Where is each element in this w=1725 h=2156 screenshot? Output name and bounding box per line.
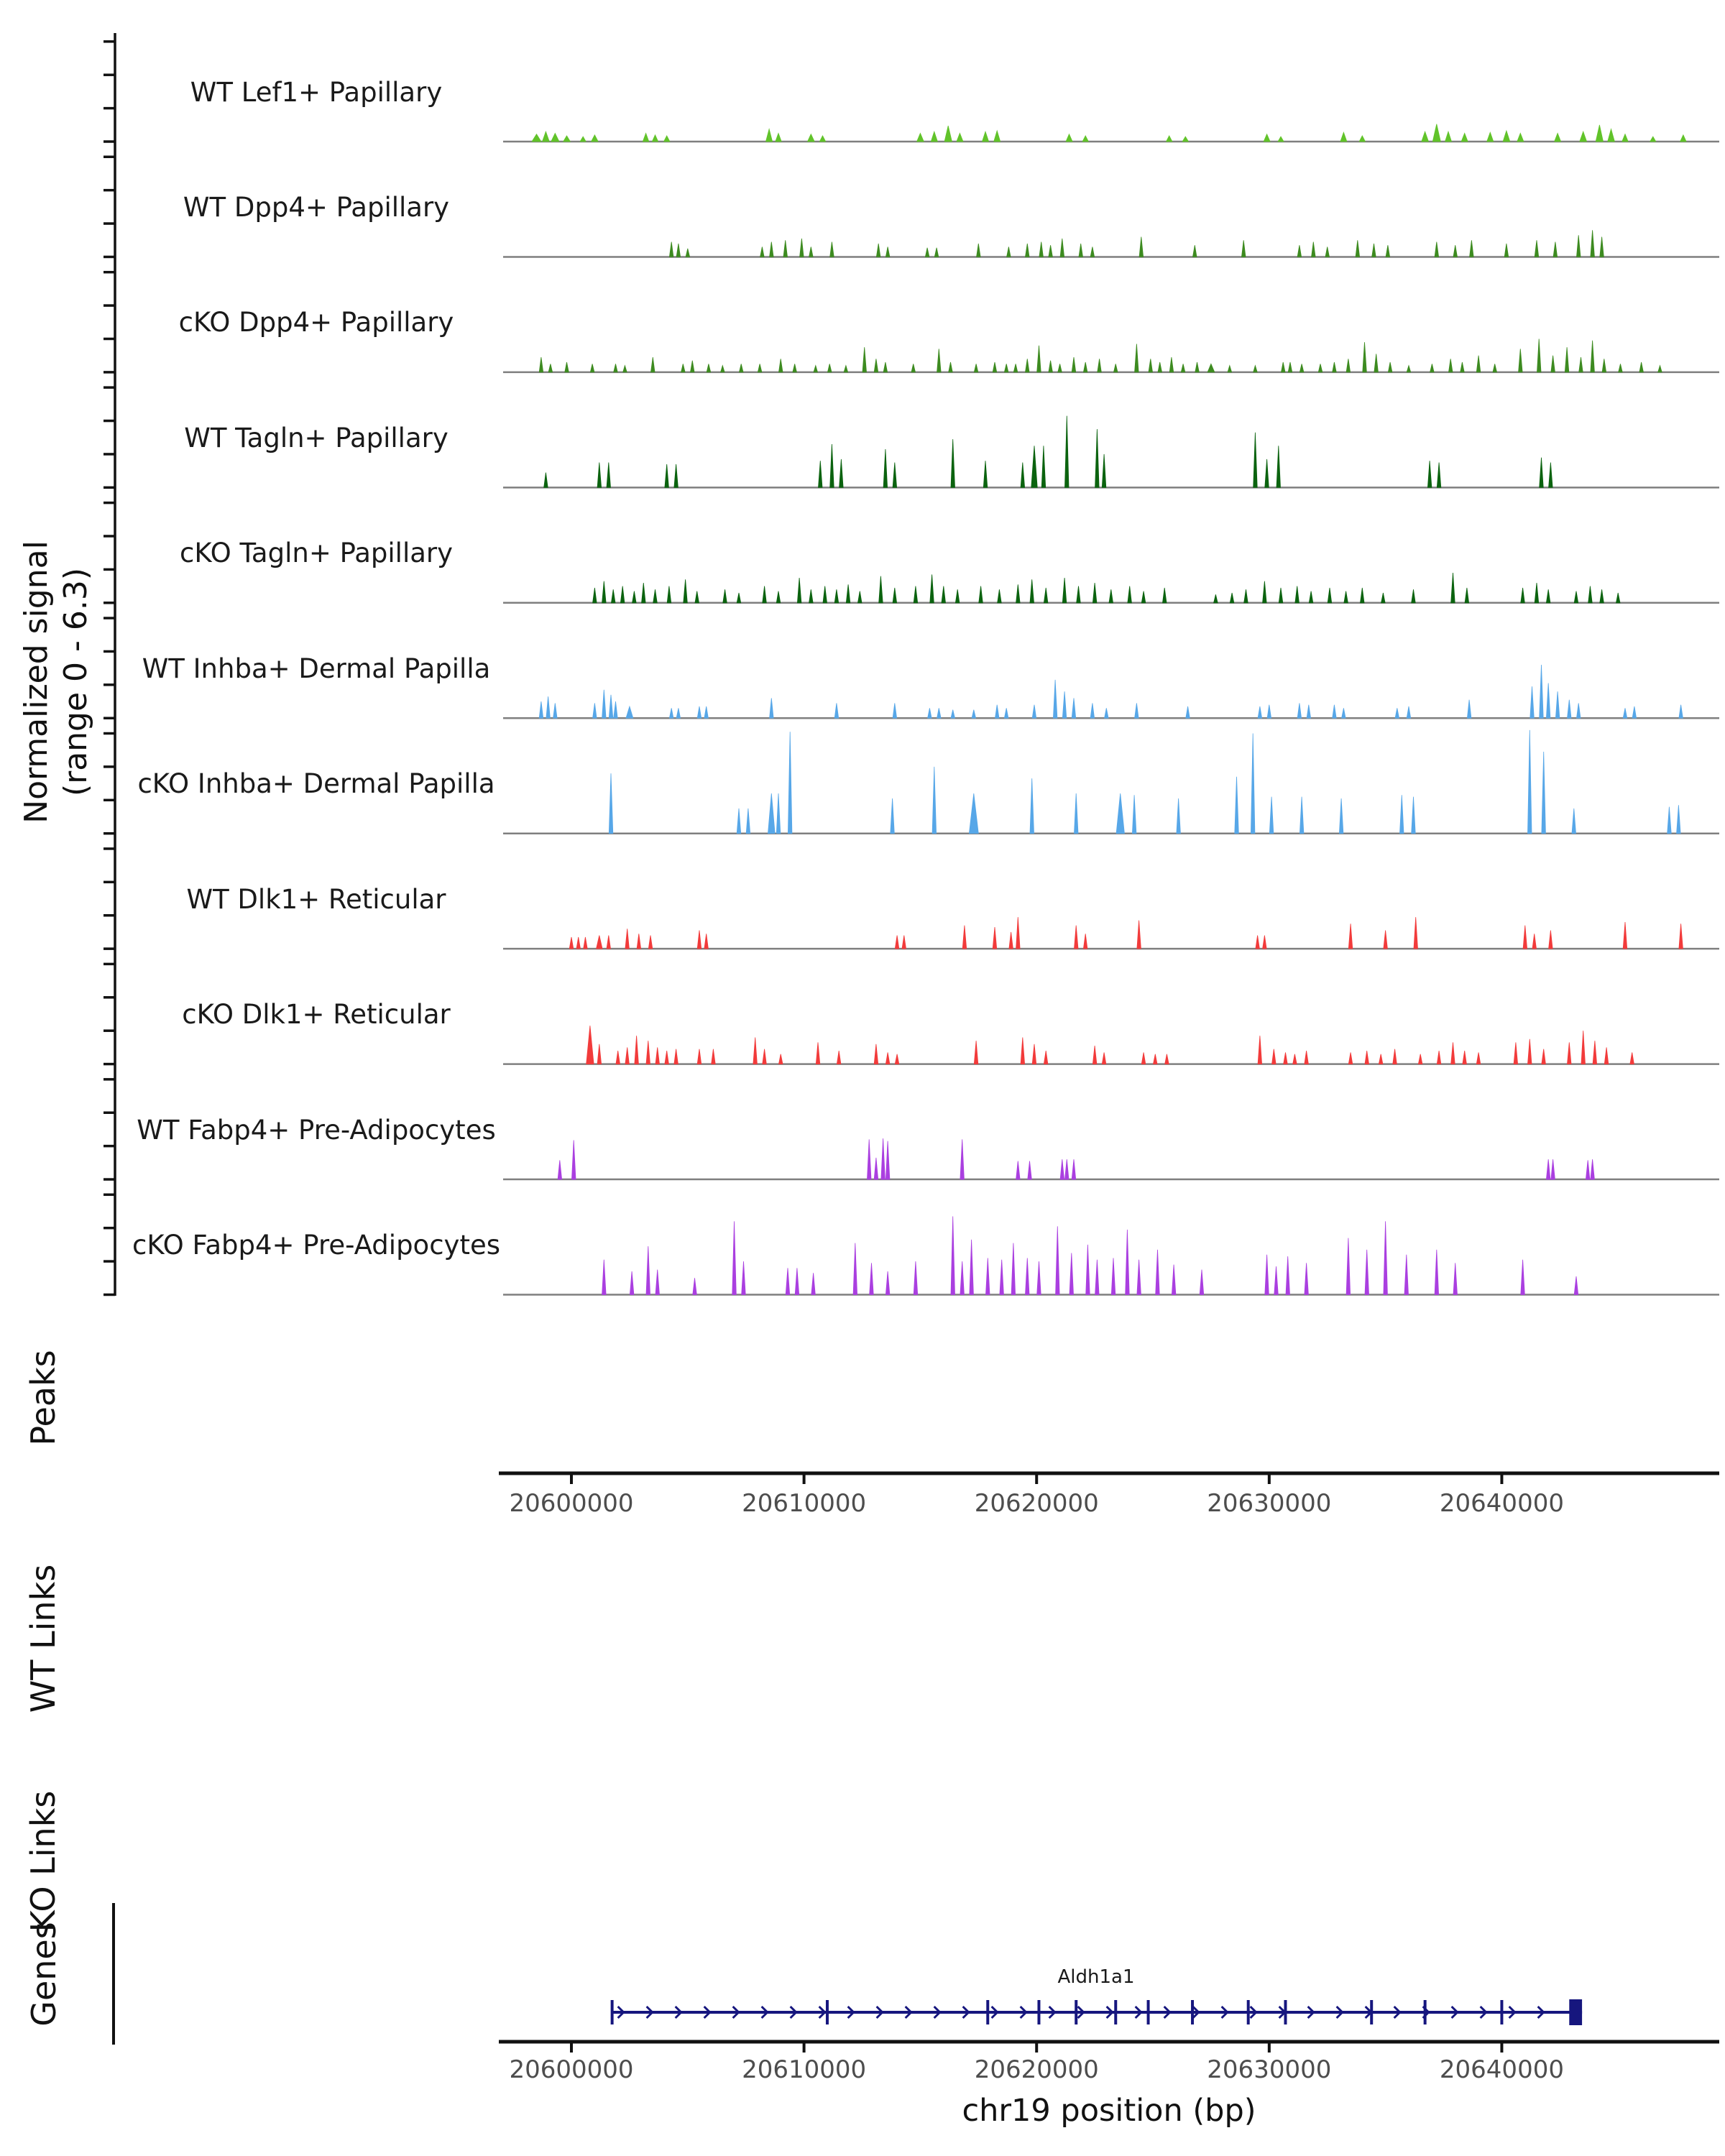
section-label-peaks: Peaks (24, 1350, 63, 1446)
track-label-0: WT Lef1+ Papillary (190, 76, 443, 108)
track-label-7: WT Dlk1+ Reticular (186, 883, 446, 915)
track-label-8: cKO Dlk1+ Reticular (182, 999, 451, 1031)
genome-tick-label-2: 20620000 (974, 2055, 1099, 2084)
genome-tick-label-3: 20630000 (1207, 2055, 1332, 2084)
signal-area-8 (586, 1026, 1634, 1064)
genome-tick-label-1: 20610000 (742, 2055, 867, 2084)
track-label-6: cKO Inhba+ Dermal Papilla (137, 768, 495, 800)
genome-tick-label-0: 20600000 (509, 2055, 634, 2084)
peaks-axis-tick-labels (0, 1489, 1725, 1525)
signal-area-10 (602, 1217, 1578, 1295)
y-axis-label-line2: (range 0 - 6.3) (58, 567, 94, 797)
peaks-tick-label-4: 20640000 (1439, 1489, 1564, 1518)
gene-name-label: Aldh1a1 (1057, 1966, 1135, 1988)
signal-area-0 (532, 124, 1686, 142)
track-label-3: WT Tagln+ Papillary (184, 422, 448, 453)
signal-area-5 (539, 665, 1683, 718)
peaks-tick-label-3: 20630000 (1207, 1489, 1332, 1518)
signal-area-4 (593, 573, 1620, 603)
peaks-tick-label-1: 20610000 (742, 1489, 867, 1518)
track-label-9: WT Fabp4+ Pre-Adipocytes (137, 1114, 496, 1146)
track-label-1: WT Dpp4+ Papillary (183, 191, 450, 223)
track-label-4: cKO Tagln+ Papillary (179, 538, 454, 569)
signal-area-1 (669, 230, 1604, 257)
peaks-tick-label-2: 20620000 (974, 1489, 1099, 1518)
section-label-ko-links: KO Links (24, 1790, 63, 1932)
signal-area-7 (569, 917, 1683, 949)
signal-area-6 (609, 730, 1680, 834)
signal-area-3 (544, 416, 1552, 488)
genome-axis-tick-labels (0, 2055, 1725, 2091)
track-label-2: cKO Dpp4+ Papillary (178, 307, 454, 338)
signal-area-2 (539, 339, 1662, 372)
x-axis-title: chr19 position (bp) (962, 2093, 1256, 2129)
track-label-5: WT Inhba+ Dermal Papilla (142, 653, 491, 684)
track-label-10: cKO Fabp4+ Pre-Adipocytes (132, 1230, 500, 1261)
peaks-tick-label-0: 20600000 (509, 1489, 634, 1518)
section-label-wt-links: WT Links (24, 1564, 63, 1713)
y-axis-label-line1: Normalized signal (18, 540, 55, 824)
signal-area-9 (558, 1138, 1594, 1179)
section-label-genes: Genes (24, 1922, 63, 2027)
genome-tick-label-4: 20640000 (1439, 2055, 1564, 2084)
gene-terminal-exon (1569, 1999, 1582, 2025)
